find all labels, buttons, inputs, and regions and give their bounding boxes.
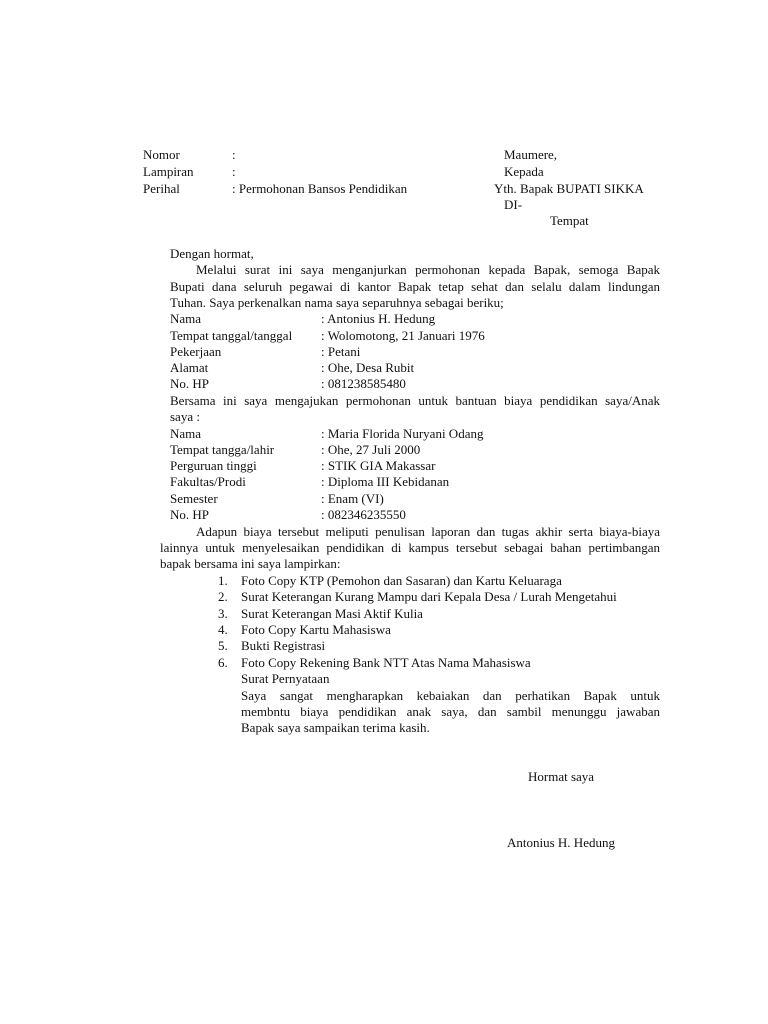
request-line-2: saya : [170,409,200,424]
student-phone-value: : 082346235550 [321,507,406,522]
student-name-value: : Maria Florida Nuryani Odang [321,426,484,441]
attachment-item: Surat Keterangan Masi Aktif Kulia [241,606,423,621]
attachment-item: Foto Copy KTP (Pemohon dan Sasaran) dan Kartu Keluaraga [241,573,562,588]
attachment-item: Foto Copy Kartu Mahasiswa [241,622,391,637]
city-date: Maumere, [504,147,558,162]
recipient-name: Yth. Bapak BUPATI SIKKA [494,181,644,196]
intro-line-3: Tuhan. Saya perkenalkan nama saya separuhnya sebagai beriku; [170,295,504,310]
student-semester-label: Semester [170,491,218,506]
statement-title: Surat Pernyataan [241,671,330,686]
signature-name: Antonius H. Hedung [507,835,615,850]
attachment-item: Foto Copy Rekening Bank NTT Atas Nama Mahasiswa [241,655,531,670]
applicant-job-label: Pekerjaan [170,344,222,359]
attachment-number: 2. [218,589,228,604]
applicant-job-value: : Petani [321,344,361,359]
student-campus-value: : STIK GIA Makassar [321,458,436,473]
closing-line-3: Bapak saya sampaikan terima kasih. [241,720,430,735]
applicant-name-label: Nama [170,311,202,326]
student-phone-label: No. HP [170,507,210,522]
student-campus-label: Perguruan tinggi [170,458,257,473]
student-faculty-label: Fakultas/Prodi [170,474,246,489]
applicant-birth-value: : Wolomotong, 21 Januari 1976 [321,328,485,343]
closing-line-1: Saya sangat mengharapkan kebaiakan dan perhatikan Bapak untuk [241,688,660,703]
cost-line-3: bapak bersama ini saya lampirkan: [160,556,341,571]
cost-line-1: Adapun biaya tersebut meliputi penulisan laporan dan tugas akhir serta biaya-biaya [196,524,660,539]
applicant-phone-label: No. HP [170,376,210,391]
intro-line-2: Bupati dana seluruh pegawai di kantor Bapak tetap sehat dan selalu dalam lindungan [170,279,660,294]
greeting: Dengan hormat, [170,246,254,261]
attachment-item: Bukti Registrasi [241,638,326,653]
applicant-phone-value: : 081238585480 [321,376,406,391]
intro-line-1: Melalui surat ini saya menganjurkan permohonan kepada Bapak, semoga Bapak [196,262,660,277]
attachment-number: 5. [218,638,228,653]
applicant-address-value: : Ohe, Desa Rubit [321,360,415,375]
perihal-label: Perihal [143,181,180,196]
attachment-number: 1. [218,573,228,588]
student-semester-value: : Enam (VI) [321,491,384,506]
signature-salutation: Hormat saya [528,769,595,784]
kepada-label: Kepada [504,164,544,179]
attachment-number: 4. [218,622,228,637]
attachment-number: 6. [218,655,228,670]
student-birth-value: : Ohe, 27 Juli 2000 [321,442,421,457]
lampiran-value: : [232,164,236,179]
applicant-address-label: Alamat [170,360,209,375]
nomor-label: Nomor [143,147,180,162]
attachment-number: 3. [218,606,228,621]
student-birth-label: Tempat tangga/lahir [170,442,275,457]
lampiran-label: Lampiran [143,164,194,179]
cost-line-2: lainnya untuk menyelesaikan pendidikan di kampus tersebut sebagai bahan pertimbangan [160,540,660,555]
request-line-1: Bersama ini saya mengajukan permohonan untuk bantuan biaya pendidikan saya/Anak [170,393,660,408]
attachment-item: Surat Keterangan Kurang Mampu dari Kepala Desa / Lurah Mengetahui [241,589,617,604]
nomor-value: : [232,147,236,162]
perihal-value: : Permohonan Bansos Pendidikan [232,181,408,196]
student-name-label: Nama [170,426,202,441]
applicant-name-value: : Antonius H. Hedung [321,311,436,326]
recipient-tempat: Tempat [550,213,589,228]
applicant-birth-label: Tempat tanggal/tanggal [170,328,293,343]
student-faculty-value: : Diploma III Kebidanan [321,474,450,489]
recipient-di: DI- [504,197,523,212]
closing-line-2: membntu biaya pendidikan anak saya, dan sambil menunggu jawaban [241,704,660,719]
